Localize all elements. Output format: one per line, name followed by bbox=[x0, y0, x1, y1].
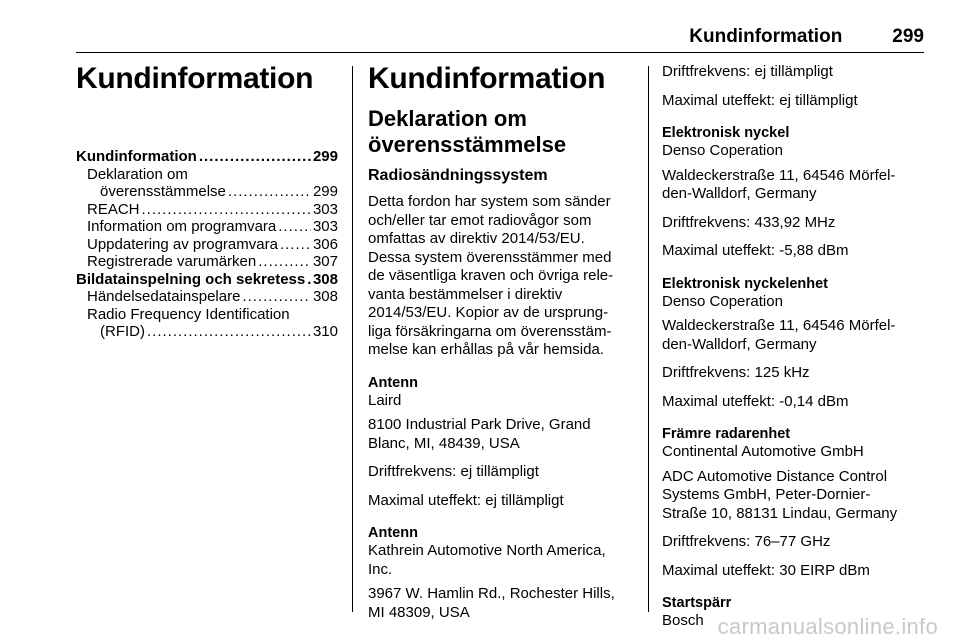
intro-line: liga försäkringarna om överensstäm- bbox=[368, 322, 612, 340]
left-column bbox=[76, 60, 346, 98]
toc-entry-label: Information om programvara bbox=[87, 218, 277, 235]
toc-entry[interactable] bbox=[76, 271, 338, 289]
toc-leader-dots bbox=[280, 236, 311, 254]
intro-line: 2014/53/EU. Kopior av de ursprung- bbox=[368, 304, 609, 321]
section-chapter-title: Kundinformation bbox=[368, 62, 606, 95]
right-column bbox=[662, 63, 932, 641]
header-title: Kundinformation bbox=[689, 26, 843, 47]
radar-freq: Driftfrekvens: 76–77 GHz bbox=[662, 533, 831, 550]
page-number: 299 bbox=[892, 26, 924, 47]
intro-line: vanta bestämmelser i direktiv bbox=[368, 285, 563, 303]
intro-line: Dessa system överensstämmer med bbox=[368, 248, 612, 266]
antenn-maker-line: Kathrein Automotive North America, bbox=[368, 542, 606, 559]
top-power: Maximal uteffekt: ej tillämpligt bbox=[662, 91, 858, 109]
toc-entry-label: Uppdatering av programvara bbox=[87, 235, 278, 253]
nyckel-power: Maximal uteffekt: -5,88 dBm bbox=[662, 242, 849, 259]
nyckelenhet-maker: Denso Coperation bbox=[662, 292, 783, 310]
antenn-freq: Driftfrekvens: ej tillämpligt bbox=[368, 463, 539, 480]
startsparr-maker: Bosch bbox=[662, 612, 704, 629]
toc-entry-page: 303 bbox=[312, 218, 338, 235]
antenn-address-line: 3967 W. Hamlin Rd., Rochester Hills, bbox=[368, 585, 615, 602]
toc-leader-dots bbox=[147, 323, 311, 341]
section-heading bbox=[368, 106, 638, 158]
address-line: den-Walldorf, Germany bbox=[662, 335, 817, 353]
toc-leader-dots bbox=[199, 148, 311, 166]
address-line: den-Walldorf, Germany bbox=[662, 185, 817, 202]
toc-entry-label: Deklaration om bbox=[87, 165, 188, 183]
antenn-heading: Antenn bbox=[368, 374, 418, 391]
radar-power: Maximal uteffekt: 30 EIRP dBm bbox=[662, 561, 870, 579]
antenn-maker: Laird bbox=[368, 391, 402, 409]
antenn-address bbox=[368, 585, 638, 622]
toc-entry-label: Händelsedatainspelare bbox=[87, 288, 241, 305]
toc-leader-dots bbox=[242, 288, 311, 306]
toc-leader-dots bbox=[278, 218, 311, 236]
nyckel-maker: Denso Coperation bbox=[662, 142, 783, 159]
toc-entry[interactable] bbox=[76, 201, 338, 219]
antenn-address-line: MI 48309, USA bbox=[368, 603, 470, 621]
antenn-laird-block bbox=[368, 374, 638, 511]
intro-line: omfattas av direktiv 2014/53/EU. bbox=[368, 230, 585, 247]
toc-entry[interactable] bbox=[76, 288, 338, 306]
chapter-title: Kundinformation bbox=[76, 62, 314, 95]
nyckel-block bbox=[662, 124, 932, 261]
intro-line: melse kan erhållas på vår hemsida. bbox=[368, 341, 604, 358]
toc-entry-label: Kundinformation bbox=[76, 148, 197, 165]
header-rule bbox=[76, 52, 924, 53]
address-line: Systems GmbH, Peter-Dornier- bbox=[662, 486, 871, 503]
toc-entry-page: 310 bbox=[312, 323, 338, 340]
radar-block bbox=[662, 425, 932, 580]
watermark: carmanualsonline.info bbox=[717, 614, 938, 639]
intro-line: och/eller tar emot radiovågor som bbox=[368, 211, 592, 229]
address-line: Waldeckerstraße 11, 64546 Mörfel- bbox=[662, 166, 896, 184]
toc-leader-dots bbox=[142, 201, 311, 219]
toc-entry[interactable] bbox=[76, 236, 338, 254]
nyckelenhet-address bbox=[662, 317, 932, 354]
antenn-address-line: 8100 Industrial Park Drive, Grand bbox=[368, 416, 591, 433]
toc-entry-page: 308 bbox=[312, 270, 338, 288]
toc-entry-label: REACH bbox=[87, 200, 140, 218]
toc-entry[interactable] bbox=[76, 148, 338, 166]
antenn-power: Maximal uteffekt: ej tillämpligt bbox=[368, 491, 564, 509]
nyckelenhet-heading: Elektronisk nyckelenhet bbox=[662, 275, 829, 292]
toc-leader-dots bbox=[258, 253, 311, 271]
toc-entry-label: Radio Frequency Identification bbox=[87, 305, 290, 323]
toc-entry[interactable] bbox=[76, 323, 338, 341]
toc-entry[interactable] bbox=[76, 253, 338, 271]
intro-paragraph bbox=[368, 193, 638, 360]
address-line: ADC Automotive Distance Control bbox=[662, 467, 888, 485]
radar-heading: Främre radarenhet bbox=[662, 426, 791, 442]
toc-leader-dots bbox=[307, 271, 311, 289]
intro-line: de väsentliga kraven och övriga rele- bbox=[368, 267, 614, 284]
address-line: Waldeckerstraße 11, 64546 Mörfel- bbox=[662, 317, 896, 334]
toc-entry-label: Registrerade varumärken bbox=[87, 253, 257, 270]
toc-entry-label: (RFID) bbox=[100, 323, 145, 340]
nyckelenhet-block bbox=[662, 275, 932, 412]
antenn-address bbox=[368, 416, 638, 453]
toc-entry-label: överensstämmelse bbox=[100, 183, 226, 200]
radar-maker: Continental Automotive GmbH bbox=[662, 443, 864, 460]
toc-entry-page: 306 bbox=[312, 235, 338, 253]
toc-entry-page: 299 bbox=[312, 148, 338, 165]
intro-line: Detta fordon har system som sänder bbox=[368, 193, 611, 210]
toc-entry-page: 299 bbox=[312, 183, 338, 200]
antenn-heading: Antenn bbox=[368, 525, 418, 541]
middle-column bbox=[368, 60, 638, 632]
toc-entry-page: 308 bbox=[312, 288, 338, 305]
nyckel-address bbox=[662, 167, 932, 204]
table-of-contents bbox=[76, 148, 338, 341]
nyckelenhet-power: Maximal uteffekt: -0,14 dBm bbox=[662, 392, 849, 410]
nyckelenhet-freq: Driftfrekvens: 125 kHz bbox=[662, 364, 810, 381]
column-divider-right bbox=[648, 66, 649, 612]
antenn-maker-line: Inc. bbox=[368, 560, 393, 578]
toc-entry-label: Bildatainspelning och sekretess bbox=[76, 270, 306, 288]
toc-leader-dots bbox=[228, 183, 311, 201]
antenn-kathrein-block bbox=[368, 524, 638, 622]
subsection-heading: Radiosändningssystem bbox=[368, 167, 548, 184]
toc-entry[interactable] bbox=[76, 218, 338, 236]
toc-entry-page: 303 bbox=[312, 200, 338, 218]
antenn-address-line: Blanc, MI, 48439, USA bbox=[368, 434, 520, 452]
radar-address bbox=[662, 468, 932, 524]
toc-entry-page: 307 bbox=[312, 253, 338, 270]
toc-entry[interactable] bbox=[76, 306, 338, 324]
section-heading-line1: Deklaration om bbox=[368, 106, 527, 131]
running-header bbox=[76, 26, 924, 48]
startsparr-heading: Startspärr bbox=[662, 595, 732, 611]
toc-entry[interactable] bbox=[76, 183, 338, 201]
nyckel-freq: Driftfrekvens: 433,92 MHz bbox=[662, 213, 836, 231]
antenn-maker bbox=[368, 542, 638, 579]
top-freq: Driftfrekvens: ej tillämpligt bbox=[662, 63, 833, 80]
column-divider-left bbox=[352, 66, 353, 612]
toc-entry[interactable] bbox=[76, 166, 338, 184]
nyckel-heading: Elektronisk nyckel bbox=[662, 125, 790, 141]
section-heading-line2: överensstämmelse bbox=[368, 132, 567, 157]
address-line: Straße 10, 88131 Lindau, Germany bbox=[662, 504, 898, 522]
